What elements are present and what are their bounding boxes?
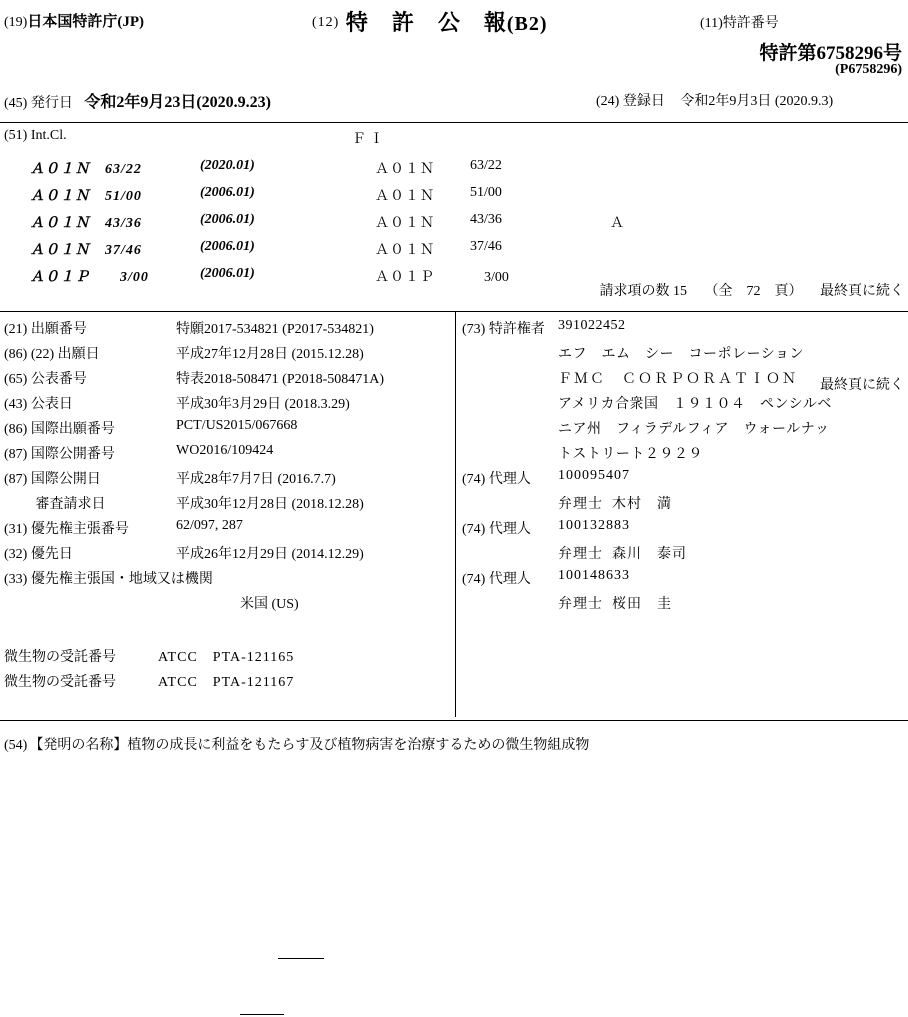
agent-number: 100148633	[558, 568, 630, 583]
bib-row	[4, 393, 454, 418]
deposit-label: 微生物の受託番号	[4, 675, 116, 690]
bib-left-column	[4, 318, 454, 696]
publication-date	[4, 89, 271, 112]
agent-number: 100095407	[558, 468, 630, 483]
assignee-row	[462, 318, 904, 343]
bib-code: (86) 国際出願番号	[4, 422, 115, 437]
office-name: 日本国特許庁(JP)	[27, 14, 144, 30]
fi-code: Ａ０１Ｎ	[375, 189, 435, 204]
bib-value: PCT/US2015/067668	[176, 418, 298, 433]
bib-code: (31) 優先権主張番号	[4, 522, 129, 537]
bib-value: 特表2018-508471 (P2018-508471A)	[176, 372, 385, 387]
fi-number: 51/00	[470, 185, 502, 200]
claims-count-label: 請求項の数	[599, 284, 670, 299]
agent-row	[462, 468, 904, 493]
ipc-code: Ａ０１Ｎ 37/46	[30, 243, 142, 258]
bib-row	[4, 543, 454, 568]
agent-name-row	[462, 493, 904, 518]
agent-row	[462, 568, 904, 593]
fi-suffix: Ａ	[610, 216, 624, 231]
bib-row	[4, 593, 454, 618]
fi-number: 3/00	[470, 270, 509, 285]
fi-number: 43/36	[470, 212, 502, 227]
invention-label: 【発明の名称】	[29, 738, 128, 753]
registration-date-code: (24)	[596, 94, 620, 109]
bib-value: 平成27年12月28日 (2015.12.28)	[176, 347, 364, 362]
bib-row	[4, 518, 454, 543]
agent-title: 弁理士	[558, 597, 603, 612]
ipc-version: (2006.01)	[200, 212, 255, 227]
patent-number-sub: (P6758296)	[835, 62, 902, 77]
bib-row	[4, 343, 454, 368]
assignee-code: (73) 特許権者	[462, 322, 545, 337]
registration-date-label: 登録日	[622, 94, 665, 109]
bib-value: 平成30年3月29日 (2018.3.29)	[176, 397, 350, 412]
deposit-value: ATCC PTA-121165	[158, 650, 295, 665]
ipc-version: (2020.01)	[200, 158, 255, 173]
agent-person: 木村 満	[612, 497, 672, 512]
total-pages: （全 72 頁）	[704, 284, 803, 299]
agent-name-row	[462, 543, 904, 568]
registration-date-value: 令和2年9月3日 (2020.9.3)	[680, 94, 834, 109]
header-top	[0, 6, 908, 36]
bib-code: (65) 公表番号	[4, 372, 87, 387]
invention-code: (54)	[4, 738, 28, 753]
bottom-mark-2	[240, 1014, 284, 1015]
ipc-version: (2006.01)	[200, 239, 255, 254]
agent-title: 弁理士	[558, 547, 603, 562]
bib-value: 平成30年12月28日 (2018.12.28)	[176, 497, 364, 512]
fi-code: Ａ０１Ｎ	[375, 162, 435, 177]
fi-label: Ｆ Ｉ	[352, 132, 384, 147]
bottom-mark-1	[278, 958, 324, 959]
bib-code: 審査請求日	[4, 497, 106, 512]
assignee-address-row	[462, 443, 904, 468]
intcl-label	[4, 128, 67, 144]
assignee-number: 391022452	[558, 318, 626, 333]
document-kind: (B2)	[506, 13, 548, 35]
deposit-value: ATCC PTA-121167	[158, 675, 295, 690]
bib-code: (87) 国際公開日	[4, 472, 101, 487]
divider-bib-top	[0, 311, 908, 312]
intcl-label-text: Int.Cl.	[30, 128, 67, 143]
agent-name	[558, 543, 687, 563]
bib-row	[4, 443, 454, 468]
fi-code: Ａ０１Ｎ	[375, 243, 435, 258]
continued-note-bottom: 最終頁に続く	[820, 378, 904, 393]
patent-number-label-text: 特許番号	[722, 16, 779, 31]
classification-row	[0, 239, 908, 263]
deposit-label: 微生物の受託番号	[4, 650, 116, 665]
bib-code: (87) 国際公開番号	[4, 447, 115, 462]
fi-code: Ａ０１Ｐ	[375, 270, 435, 285]
bib-code: (43) 公表日	[4, 397, 73, 412]
ipc-code: Ａ０１Ｎ 51/00	[30, 189, 142, 204]
intcl-code: (51)	[4, 128, 28, 143]
bib-row	[4, 318, 454, 343]
divider-bib-bottom	[0, 720, 908, 721]
bib-value: WO2016/109424	[176, 443, 274, 458]
deposit-row	[4, 646, 454, 671]
office-code: (19)	[4, 15, 28, 30]
patent-number-code: (11)	[700, 16, 723, 31]
agent-person: 森川 泰司	[612, 547, 687, 562]
bib-code: (32) 優先日	[4, 547, 73, 562]
bib-value: 62/097, 287	[176, 518, 243, 533]
agent-code: (74) 代理人	[462, 572, 531, 587]
bib-value: 平成28年7月7日 (2016.7.7)	[176, 472, 336, 487]
patent-number-label	[700, 12, 779, 32]
publication-date-code: (45)	[4, 96, 28, 111]
bib-right-column	[462, 318, 904, 618]
bib-row	[4, 568, 454, 593]
agent-code: (74) 代理人	[462, 472, 531, 487]
agent-name	[558, 593, 672, 613]
publication-date-label: 発行日	[30, 96, 73, 111]
registration-date	[596, 90, 833, 110]
publication-date-value: 令和2年9月23日(2020.9.23)	[84, 94, 271, 111]
continued-note-top: 最終頁に続く	[820, 284, 904, 299]
agent-name	[558, 493, 672, 513]
agent-row	[462, 518, 904, 543]
agent-name-row	[462, 593, 904, 618]
bib-value: 平成26年12月29日 (2014.12.29)	[176, 547, 364, 562]
assignee-address-line: ニア州 フィラデルフィア ウォールナッ	[558, 422, 830, 437]
divider-header	[0, 122, 908, 123]
assignee-name-jp-row	[462, 343, 904, 368]
bib-row	[4, 418, 454, 443]
bib-row	[4, 368, 454, 393]
claims-count: 15	[673, 284, 687, 299]
document-code: (12)	[312, 15, 340, 30]
assignee-name-en: ＦＭＣ ＣＯＲＰＯＲＡＴＩＯＮ	[558, 372, 798, 387]
ipc-code: Ａ０１Ｐ 3/00	[30, 270, 149, 285]
classification-row	[0, 212, 908, 236]
ipc-version: (2006.01)	[200, 185, 255, 200]
bib-value: 特願2017-534821 (P2017-534821)	[176, 322, 374, 337]
document-title	[312, 6, 548, 37]
bib-code: (86) (22) 出願日	[4, 347, 100, 362]
agent-code: (74) 代理人	[462, 522, 531, 537]
document-title-text: 特 許 公 報	[345, 10, 507, 35]
issuing-office	[4, 10, 144, 31]
bib-code: (21) 出願番号	[4, 322, 87, 337]
deposit-row	[4, 671, 454, 696]
invention-title: 植物の成長に利益をもたらす及び植物病害を治療するための微生物組成物	[127, 738, 590, 753]
assignee-address-row	[462, 418, 904, 443]
bibliographic-data	[0, 318, 908, 716]
fi-code: Ａ０１Ｎ	[375, 216, 435, 231]
ipc-code: Ａ０１Ｎ 43/36	[30, 216, 142, 231]
claims-summary	[600, 280, 905, 300]
assignee-address-row	[462, 393, 904, 418]
patent-number: 特許第6758296号	[759, 43, 902, 64]
ipc-code: Ａ０１Ｎ 63/22	[30, 162, 142, 177]
agent-number: 100132883	[558, 518, 630, 533]
fi-number: 63/22	[470, 158, 502, 173]
invention-title-row	[4, 734, 589, 754]
ipc-version: (2006.01)	[200, 266, 255, 281]
bib-row	[4, 493, 454, 518]
assignee-name-jp: エフ エム シー コーポレーション	[558, 347, 804, 362]
agent-person: 桜田 圭	[612, 597, 672, 612]
classification-row	[0, 158, 908, 182]
agent-title: 弁理士	[558, 497, 603, 512]
assignee-address-line: アメリカ合衆国 １９１０４ ペンシルベ	[558, 397, 832, 412]
assignee-address-line: トストリート２９２９	[558, 447, 703, 462]
bib-row	[4, 468, 454, 493]
bib-code: (33) 優先権主張国・地域又は機関	[4, 572, 213, 587]
classification-row	[0, 185, 908, 209]
fi-number: 37/46	[470, 239, 502, 254]
bib-value: 米国 (US)	[240, 597, 299, 612]
